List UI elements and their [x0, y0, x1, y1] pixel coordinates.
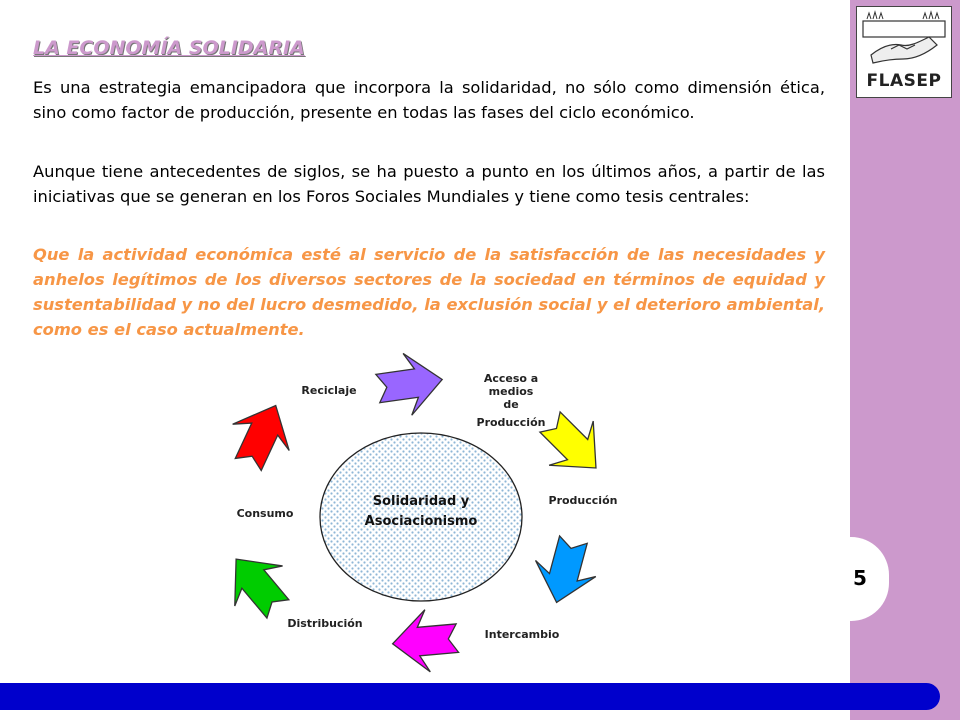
label-produccion: Producción	[548, 494, 618, 507]
center-label-line1: Solidaridad y	[372, 494, 470, 509]
label-acceso-4: Producción	[476, 416, 546, 429]
reciclaje-arrow	[220, 392, 304, 477]
intro-paragraph: Es una estrategia emancipadora que incorpora la solidaridad, no sólo como dimensión ética, sino como factor de producción, presente en todas las fases del ciclo económico.	[33, 78, 825, 122]
label-intercambio: Intercambio	[484, 628, 560, 641]
label-distribucion: Distribución	[287, 617, 363, 630]
thesis-paragraph: Que la actividad económica esté al servicio de la satisfacción de las necesidades y anhelos legítimos de los diversos sectores de la sociedad en términos de equidad y sustentabilidad y no del lucro desmedido, la exclusión social y el deterioro ambiental, como es el caso actualmente.	[33, 245, 826, 339]
label-acceso-1: Acceso a	[483, 372, 539, 385]
intercambio-arrow	[526, 532, 603, 611]
page-number: 5	[853, 566, 867, 590]
produccion-arrow	[528, 400, 618, 490]
center-label-line2: Asociacionismo	[364, 514, 478, 529]
label-reciclaje: Reciclaje	[301, 384, 357, 397]
label-consumo: Consumo	[236, 507, 294, 520]
page-title: LA ECONOMÍA SOLIDARIA	[33, 37, 305, 59]
label-acceso-3: de	[503, 398, 519, 411]
context-paragraph: Aunque tiene antecedentes de siglos, se ha puesto a punto en los últimos años, a partir de las iniciativas que se generan en los Foros Sociales Mundiales y tiene como tesis centrales:	[33, 162, 825, 206]
label-acceso-2: medios	[488, 385, 534, 398]
distribucion-arrow	[390, 607, 460, 675]
distribucion-consumo-arrow	[212, 539, 302, 629]
logo-text: FLASEP	[866, 71, 942, 91]
acceso-arrow	[373, 349, 446, 420]
